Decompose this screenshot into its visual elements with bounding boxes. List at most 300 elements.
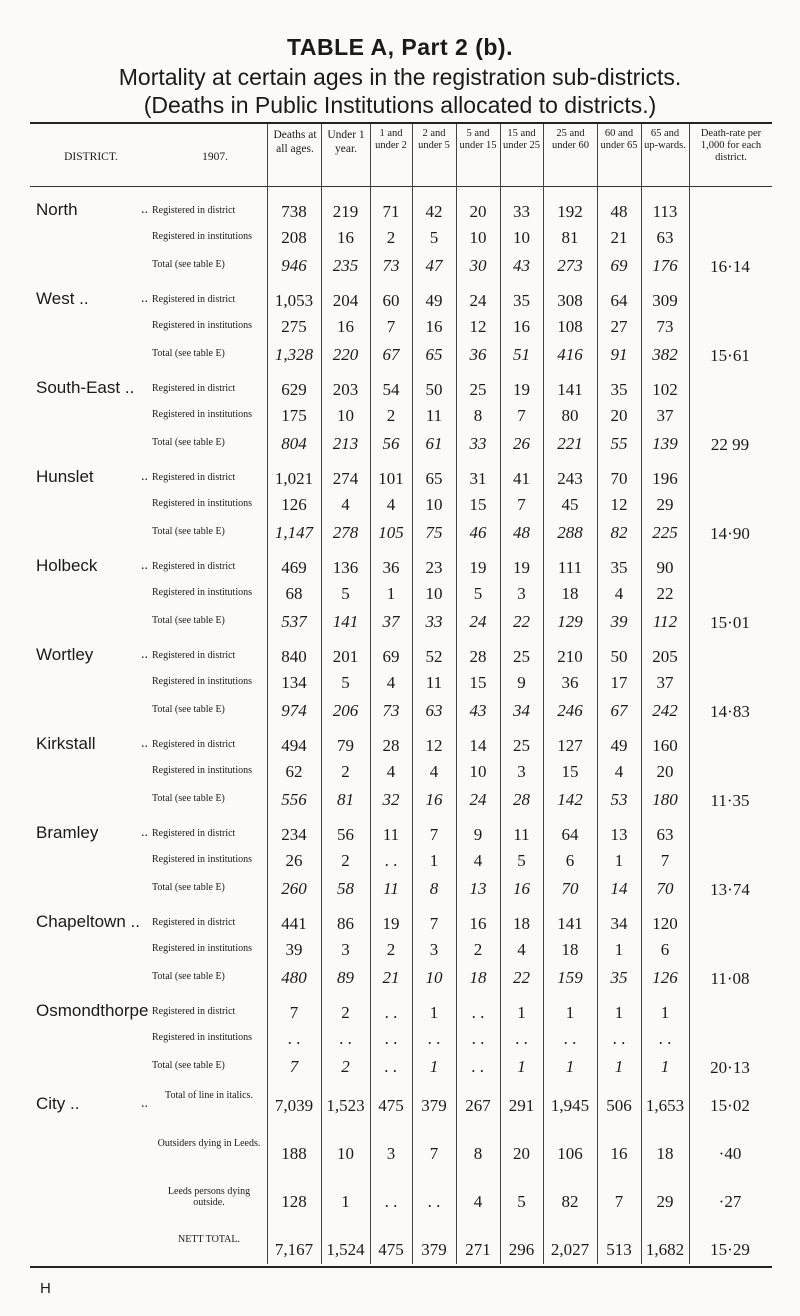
table-cell: 208 [281, 228, 307, 247]
table-cell: 2 [341, 762, 350, 781]
district-name: North [36, 200, 78, 219]
table-cell: 1,682 [645, 1240, 685, 1259]
table-cell: 1,053 [274, 291, 314, 310]
table-cell: 134 [281, 673, 307, 692]
column-rule [689, 124, 690, 1264]
table-cell: 89 [337, 968, 354, 987]
table-cell: 3 [341, 940, 350, 959]
table-cell: 141 [557, 380, 583, 399]
table-cell: 210 [557, 647, 583, 666]
table-cell: 5 [517, 851, 526, 870]
table-cell: 47 [425, 256, 443, 275]
table-cell: 11 [425, 673, 443, 692]
table-cell: 2 [386, 406, 396, 425]
row-label: Total (see table E) [152, 437, 225, 448]
row-label: Total (see table E) [152, 526, 225, 537]
table-cell: 16 [610, 1144, 628, 1163]
table-cell: 9 [517, 673, 526, 692]
table-cell: 16 [513, 317, 530, 336]
table-cell: 205 [652, 647, 678, 666]
table-cell: 4 [386, 495, 396, 514]
row-label: Registered in institutions [152, 498, 252, 509]
row-label: Total (see table E) [152, 259, 225, 270]
table-cell: 16 [513, 879, 530, 898]
table-cell: 243 [557, 469, 583, 488]
table-cell: 22 [656, 584, 674, 603]
table-cell: 10 [513, 228, 530, 247]
table-cell: 81 [561, 228, 579, 247]
table-cell: 4 [386, 673, 396, 692]
table-cell: 81 [337, 790, 354, 809]
table-cell: 32 [382, 790, 400, 809]
table-cell: 2 [341, 1003, 350, 1022]
table-cell: 64 [561, 825, 579, 844]
table-cell: 35 [610, 558, 628, 577]
table-cell: 1,328 [274, 345, 314, 364]
table-cell: 267 [465, 1096, 491, 1115]
district-name: Holbeck [36, 556, 98, 575]
table-cell: 219 [332, 202, 359, 221]
row-label: Registered in district [152, 917, 236, 928]
table-cell: 5 [429, 228, 439, 247]
table-cell: 136 [332, 558, 359, 577]
row-label: Registered in institutions [152, 409, 252, 420]
table-cell: 192 [557, 202, 583, 221]
table-cell: 50 [425, 380, 443, 399]
table-cell: 1 [614, 851, 624, 870]
header-5-15: 5 and under 15 [459, 128, 497, 151]
table-cell: 20 [469, 202, 487, 221]
table-cell: 2 [473, 940, 483, 959]
table-cell: 1 [660, 1057, 670, 1076]
table-cell: 17 [610, 673, 628, 692]
table-cell: 128 [281, 1192, 307, 1211]
row-label: Total (see table E) [152, 1060, 225, 1071]
table-cell: 33 [425, 612, 443, 631]
table-cell: 379 [421, 1240, 447, 1259]
table-cell: 6 [660, 940, 670, 959]
table-cell: 1 [660, 1003, 670, 1022]
table-cell: 120 [652, 914, 678, 933]
table-cell: 308 [557, 291, 583, 310]
table-cell: 23 [425, 558, 443, 577]
table-cell: . . [658, 1029, 672, 1048]
row-label: Registered in district [152, 294, 236, 305]
table-cell: 7 [660, 851, 670, 870]
table-cell: 36 [382, 558, 400, 577]
city-row-label: Outsiders dying in Leeds. [157, 1138, 261, 1149]
table-cell: 7 [289, 1057, 299, 1076]
table-cell: 34 [610, 914, 628, 933]
table-cell: 10 [425, 495, 443, 514]
table-cell: 22 [513, 612, 530, 631]
table-cell: 27 [610, 317, 628, 336]
table-cell: 556 [281, 790, 307, 809]
table-cell: 126 [281, 495, 307, 514]
table-cell: 480 [281, 968, 307, 987]
table-cell: 1,523 [326, 1096, 365, 1115]
table-cell: 204 [332, 291, 359, 310]
table-cell: 9 [473, 825, 483, 844]
row-label: Registered in district [152, 561, 236, 572]
table-cell: 26 [285, 851, 303, 870]
page-subtitle: (Deaths in Public Institutions allocated to districts.) [143, 92, 657, 118]
table-cell: 475 [378, 1096, 404, 1115]
death-rate: 15·01 [710, 613, 750, 632]
table-cell: 12 [469, 317, 487, 336]
table-cell: 19 [513, 380, 530, 399]
table-cell: 63 [656, 228, 674, 247]
table-cell: 1,653 [645, 1096, 685, 1115]
table-cell: 3 [429, 940, 439, 959]
table-cell: 67 [382, 345, 400, 364]
district-name: West .. [36, 289, 89, 308]
table-cell: 176 [652, 256, 678, 275]
table-cell: 11 [382, 825, 400, 844]
table-cell: 1 [614, 940, 624, 959]
table-cell: 296 [508, 1240, 535, 1259]
table-cell: 382 [652, 345, 678, 364]
table-cell: 14 [469, 736, 487, 755]
table-cell: 196 [652, 469, 678, 488]
table-cell: . . [471, 1029, 485, 1048]
table-cell: 175 [281, 406, 307, 425]
table-cell: 1,524 [326, 1240, 365, 1259]
footer-mark: H [40, 1280, 51, 1297]
table-cell: 139 [652, 434, 678, 453]
table-cell: 20 [513, 1144, 530, 1163]
table-cell: 127 [557, 736, 583, 755]
table-cell: 142 [557, 790, 583, 809]
table-cell: 7 [517, 495, 526, 514]
row-label: Registered in institutions [152, 1032, 252, 1043]
table-cell: 28 [513, 790, 530, 809]
row-label: Registered in district [152, 205, 236, 216]
table-cell: 75 [425, 523, 443, 542]
table-cell: 260 [281, 879, 307, 898]
table-cell: 60 [382, 291, 400, 310]
table-cell: 201 [332, 647, 359, 666]
table-cell: 51 [513, 345, 530, 364]
table-cell: 4 [473, 851, 483, 870]
table-cell: 4 [473, 1192, 483, 1211]
table-cell: 5 [473, 584, 483, 603]
death-rate: 20·13 [710, 1058, 750, 1077]
table-cell: 1 [429, 1003, 439, 1022]
table-cell: 141 [557, 914, 583, 933]
header-15-25: 15 and under 25 [502, 128, 541, 151]
city-row-label: Leeds persons dying outside. [167, 1186, 251, 1208]
table-cell: 24 [469, 291, 487, 310]
table-cell: 43 [469, 701, 487, 720]
table-cell: 35 [610, 380, 628, 399]
header-60-65: 60 and under 65 [600, 128, 638, 151]
table-cell: 7 [517, 406, 526, 425]
table-cell: 13 [610, 825, 628, 844]
table-cell: 80 [561, 406, 579, 425]
district-name: Chapeltown .. [36, 912, 140, 931]
row-label: Registered in district [152, 828, 236, 839]
table-cell: 12 [610, 495, 628, 514]
row-label: Registered in district [152, 650, 236, 661]
table-cell: 13 [469, 879, 487, 898]
table-cell: 3 [386, 1144, 396, 1163]
row-label: Total (see table E) [152, 882, 225, 893]
district-dots: .. [141, 736, 148, 751]
table-cell: 43 [513, 256, 530, 275]
table-cell: 90 [656, 558, 674, 577]
row-label: Registered in institutions [152, 943, 252, 954]
table-cell: 946 [281, 256, 307, 275]
row-label: Registered in institutions [152, 320, 252, 331]
table-cell: 29 [656, 495, 674, 514]
row-label: Registered in institutions [152, 231, 252, 242]
table-cell: 288 [557, 523, 583, 542]
death-rate: 11·35 [710, 791, 750, 810]
table-cell: 91 [610, 345, 628, 364]
table-cell: 4 [386, 762, 396, 781]
table-cell: . . [384, 1192, 398, 1211]
table-cell: . . [384, 851, 398, 870]
table-cell: 21 [382, 968, 400, 987]
table-cell: 30 [469, 256, 487, 275]
table-cell: 20 [656, 762, 674, 781]
table-cell: 49 [610, 736, 628, 755]
table-cell: 2 [341, 851, 350, 870]
table-cell: 111 [557, 558, 583, 577]
table-cell: 65 [425, 345, 443, 364]
table-cell: 56 [382, 434, 400, 453]
table-cell: 49 [425, 291, 443, 310]
table-cell: 7 [429, 1144, 439, 1163]
table-cell: 54 [382, 380, 400, 399]
table-cell: 58 [337, 879, 354, 898]
table-cell: 63 [425, 701, 443, 720]
table-cell: 31 [469, 469, 487, 488]
city-row-label: NETT TOTAL. [178, 1234, 240, 1245]
table-cell: 36 [561, 673, 579, 692]
page-title: Mortality at certain ages in the registration sub-districts. [118, 64, 682, 90]
table-cell: 506 [606, 1096, 632, 1115]
table-cell: 16 [469, 914, 487, 933]
table-cell: 82 [561, 1192, 579, 1211]
table-cell: 53 [610, 790, 628, 809]
table-cell: 1 [517, 1057, 526, 1076]
table-cell: 1 [429, 851, 439, 870]
table-cell: 203 [332, 380, 359, 399]
table-cell: 129 [557, 612, 583, 631]
table-cell: 82 [610, 523, 628, 542]
header-death-rate: Death-rate per 1,000 for each district. [700, 128, 762, 163]
table-cell: 112 [652, 612, 678, 631]
table-cell: . . [427, 1029, 441, 1048]
row-label: Registered in district [152, 383, 236, 394]
table-cell: 1,945 [550, 1096, 590, 1115]
table-cell: 494 [281, 736, 307, 755]
district-dots: .. [141, 647, 148, 662]
district-dots: .. [141, 291, 148, 306]
header-65-up: 65 and up-wards. [644, 128, 686, 151]
table-cell: 106 [557, 1144, 583, 1163]
table-cell: 221 [557, 434, 583, 453]
table-label: TABLE A, Part 2 (b). [287, 34, 513, 60]
table-cell: . . [287, 1029, 301, 1048]
table-cell: 69 [610, 256, 628, 275]
table-cell: 7 [614, 1192, 624, 1211]
death-rate: 15·61 [710, 346, 750, 365]
table-cell: 113 [652, 202, 678, 221]
header-25-60: 25 and under 60 [551, 128, 590, 151]
table-cell: 69 [382, 647, 400, 666]
table-cell: 235 [332, 256, 359, 275]
table-cell: 68 [285, 584, 303, 603]
row-label: Registered in institutions [152, 676, 252, 687]
table-cell: . . [384, 1029, 398, 1048]
table-cell: 62 [285, 762, 303, 781]
table-cell: 180 [652, 790, 678, 809]
header-year: 1907. [202, 151, 228, 163]
table-cell: 1,147 [274, 523, 314, 542]
table-cell: 25 [513, 647, 530, 666]
table-cell: 15 [561, 762, 579, 781]
death-rate: ·40 [718, 1144, 742, 1163]
table-cell: 2,027 [550, 1240, 590, 1259]
row-label: Total (see table E) [152, 615, 225, 626]
table-cell: 37 [382, 612, 400, 631]
table-cell: 2 [386, 940, 396, 959]
district-name: Hunslet [36, 467, 94, 486]
table-cell: 16 [337, 228, 354, 247]
header-divider [30, 186, 772, 187]
table-cell: 41 [513, 469, 530, 488]
table-cell: 63 [656, 825, 674, 844]
table-cell: 19 [469, 558, 487, 577]
table-cell: . . [384, 1003, 398, 1022]
table-cell: 25 [469, 380, 487, 399]
header-under-1: Under 1 year. [327, 129, 365, 155]
table-cell: 37 [656, 673, 674, 692]
death-rate: 14·90 [710, 524, 750, 543]
table-cell: 2 [341, 1057, 350, 1076]
table-cell: 1 [517, 1003, 526, 1022]
row-label: Total (see table E) [152, 971, 225, 982]
table-cell: 4 [517, 940, 526, 959]
table-cell: 70 [610, 469, 628, 488]
table-cell: 271 [465, 1240, 491, 1259]
table-cell: 52 [425, 647, 443, 666]
table-cell: 108 [557, 317, 583, 336]
table-cell: 14 [610, 879, 628, 898]
table-cell: 441 [281, 914, 307, 933]
death-rate: ·27 [718, 1192, 742, 1211]
table-cell: 291 [508, 1096, 535, 1115]
table-cell: 3 [517, 762, 526, 781]
death-rate: 15·29 [710, 1240, 750, 1259]
table-cell: 234 [281, 825, 307, 844]
table-cell: 1 [429, 1057, 439, 1076]
table-cell: 26 [513, 434, 530, 453]
death-rate: 22 99 [710, 435, 750, 454]
table-cell: 4 [614, 584, 624, 603]
table-cell: 141 [332, 612, 359, 631]
district-dots: .. [141, 1096, 148, 1111]
city-row-label: Total of line in italics. [165, 1090, 253, 1101]
death-rate: 15·02 [710, 1096, 750, 1115]
table-cell: . . [471, 1003, 485, 1022]
table-cell: 629 [281, 380, 307, 399]
table-cell: 1 [565, 1003, 575, 1022]
table-cell: 160 [652, 736, 678, 755]
table-cell: 7 [386, 317, 396, 336]
table-cell: 24 [469, 790, 487, 809]
row-label: Registered in institutions [152, 854, 252, 865]
table-cell: 28 [469, 647, 487, 666]
district-name: Kirkstall [36, 734, 96, 753]
table-cell: 18 [469, 968, 487, 987]
table-cell: 4 [614, 762, 624, 781]
table-cell: 10 [469, 762, 487, 781]
table-cell: 42 [425, 202, 443, 221]
table-cell: 70 [656, 879, 674, 898]
table-cell: 804 [281, 434, 307, 453]
row-label: Total (see table E) [152, 348, 225, 359]
table-cell: 67 [610, 701, 628, 720]
table-cell: 19 [513, 558, 530, 577]
district-name: Bramley [36, 823, 99, 842]
table-cell: 86 [337, 914, 354, 933]
table-cell: 25 [513, 736, 530, 755]
table-cell: 56 [337, 825, 354, 844]
table-cell: 206 [332, 701, 359, 720]
table-cell: 469 [281, 558, 307, 577]
table-cell: 15 [469, 495, 487, 514]
table-cell: 15 [469, 673, 487, 692]
table-cell: 10 [425, 584, 443, 603]
table-cell: 39 [610, 612, 628, 631]
table-cell: 537 [281, 612, 307, 631]
table-cell: 28 [382, 736, 400, 755]
table-cell: 7 [289, 1003, 299, 1022]
table-cell: 8 [473, 406, 483, 425]
table-cell: 36 [469, 345, 487, 364]
table-cell: 6 [565, 851, 575, 870]
table-cell: . . [612, 1029, 626, 1048]
row-label: Total (see table E) [152, 704, 225, 715]
table-cell: 273 [557, 256, 583, 275]
table-cell: 39 [285, 940, 303, 959]
table-cell: 188 [281, 1144, 307, 1163]
table-cell: 24 [469, 612, 487, 631]
table-cell: . . [515, 1029, 528, 1048]
table-cell: 242 [652, 701, 678, 720]
table-cell: 416 [557, 345, 583, 364]
table-cell: 275 [281, 317, 307, 336]
table-cell: 16 [425, 317, 443, 336]
table-cell: 1 [614, 1057, 624, 1076]
row-label: Registered in district [152, 472, 236, 483]
table-cell: 4 [341, 495, 350, 514]
table-cell: 45 [561, 495, 579, 514]
table-cell: 33 [469, 434, 487, 453]
district-dots: .. [141, 202, 148, 217]
table-cell: 5 [341, 673, 350, 692]
table-cell: 48 [513, 523, 530, 542]
table-cell: 11 [383, 879, 399, 898]
table-cell: . . [427, 1192, 441, 1211]
district-dots: .. [141, 825, 148, 840]
table-cell: 840 [281, 647, 307, 666]
table-cell: 12 [425, 736, 443, 755]
